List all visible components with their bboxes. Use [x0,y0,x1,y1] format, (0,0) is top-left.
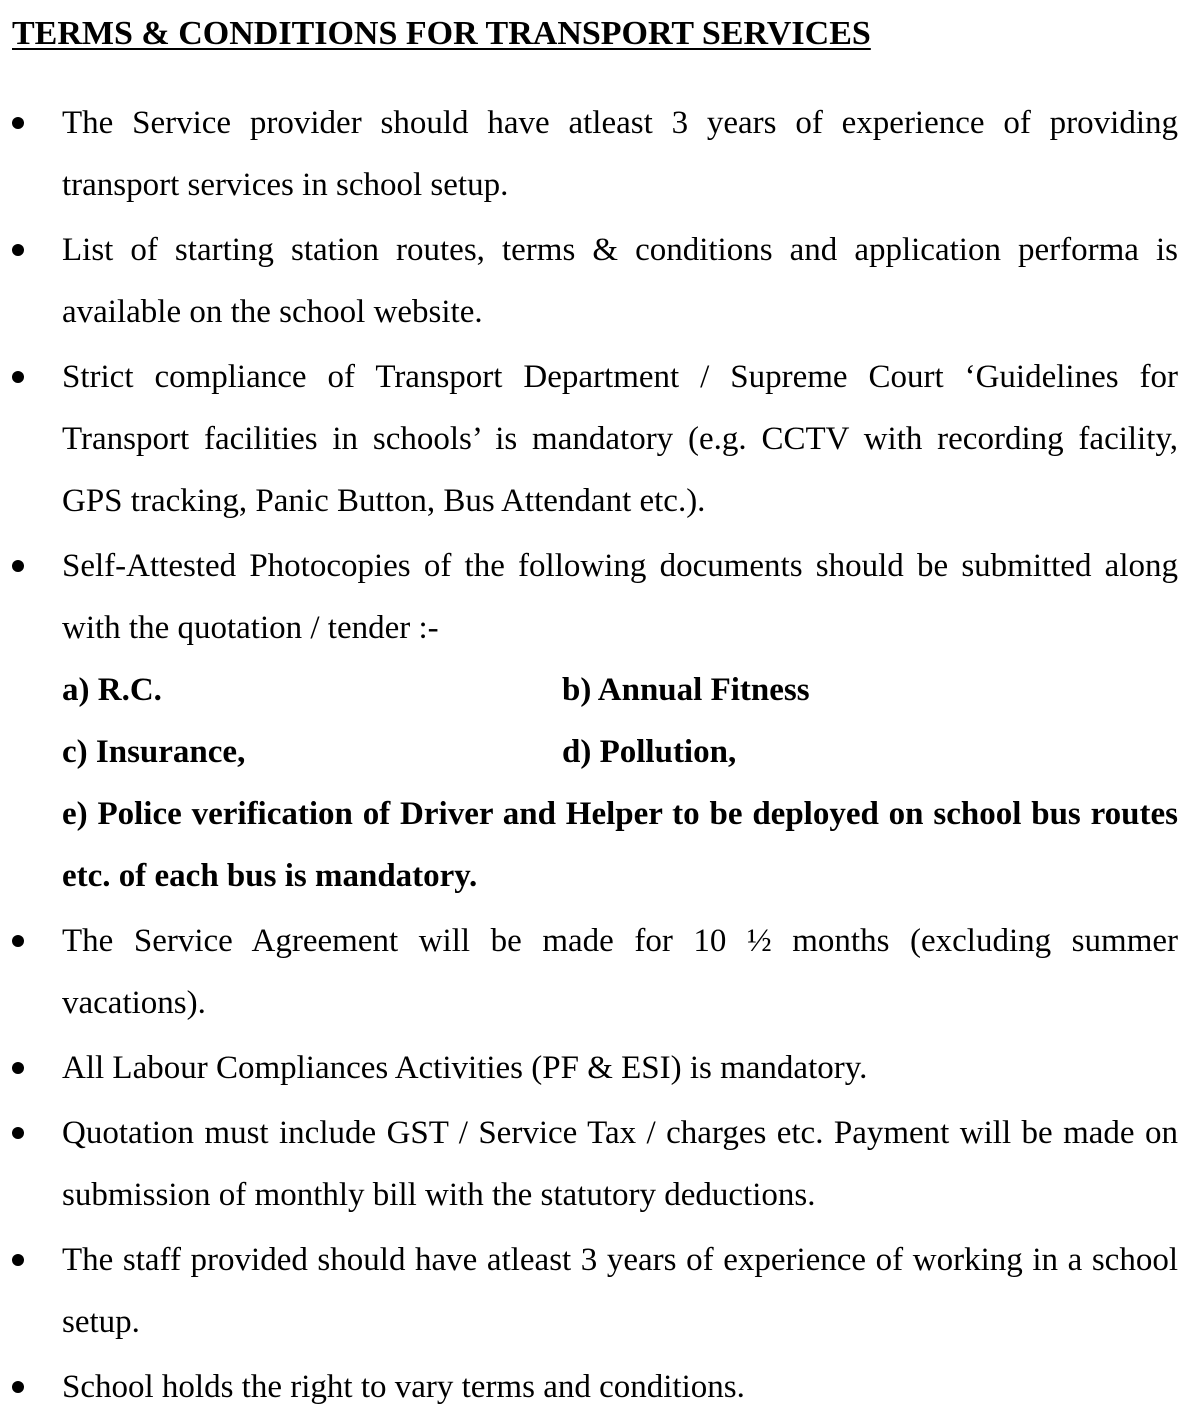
bullet-icon [12,935,24,947]
list-item [0,219,1196,343]
list-item [0,1229,1196,1353]
document-police-verification: e) Police verification of Driver and Helper to be deployed on school bus routes etc. of each bus is mandatory. [62,796,1178,894]
list-item [0,92,1196,216]
document-annual-fitness: b) Annual Fitness [562,672,810,708]
bullet-icon [12,117,24,129]
bullet-icon [12,1062,24,1074]
document-pollution: d) Pollution, [562,734,737,770]
list-item-text: Strict compliance of Transport Department / Supreme Court ‘Guidelines for Transport facilities in schools’ is mandatory (e.g. CCTV with recording facility, GPS tracking, Panic Button, Bus Attendant etc.). [62,359,1178,519]
list-item-text: List of starting station routes, terms & conditions and application performa is available on the school website. [62,232,1178,330]
list-item [0,1102,1196,1226]
bullet-icon [12,244,24,256]
list-item [0,1037,1196,1099]
list-item-text: Self-Attested Photocopies of the following documents should be submitted along with the quotation / tender :- [62,548,1178,646]
list-item [0,535,1196,907]
bullet-icon [12,1381,24,1393]
bullet-icon [12,1254,24,1266]
bullet-icon [12,560,24,572]
list-item-text: School holds the right to vary terms and conditions. [62,1369,745,1405]
list-item-text: The Service Agreement will be made for 10 ½ months (excluding summer vacations). [62,923,1178,1021]
list-item-text: The Service provider should have atleast 3 years of experience of providing transport services in school setup. [62,105,1178,203]
page-title: TERMS & CONDITIONS FOR TRANSPORT SERVICES [12,15,871,52]
list-item [0,910,1196,1034]
document-rc: a) R.C. [62,672,162,708]
list-item [0,1356,1196,1418]
bullet-icon [12,1127,24,1139]
list-item-text: Quotation must include GST / Service Tax / charges etc. Payment will be made on submission of monthly bill with the statutory deductions. [62,1115,1178,1213]
list-item-text: All Labour Compliances Activities (PF & ESI) is mandatory. [62,1050,868,1086]
terms-list [0,92,1196,1421]
list-item-text: The staff provided should have atleast 3 years of experience of working in a school setup. [62,1242,1178,1340]
documents-list [62,659,1178,783]
bullet-icon [12,371,24,383]
document-insurance: c) Insurance, [62,734,246,770]
list-item [0,346,1196,532]
